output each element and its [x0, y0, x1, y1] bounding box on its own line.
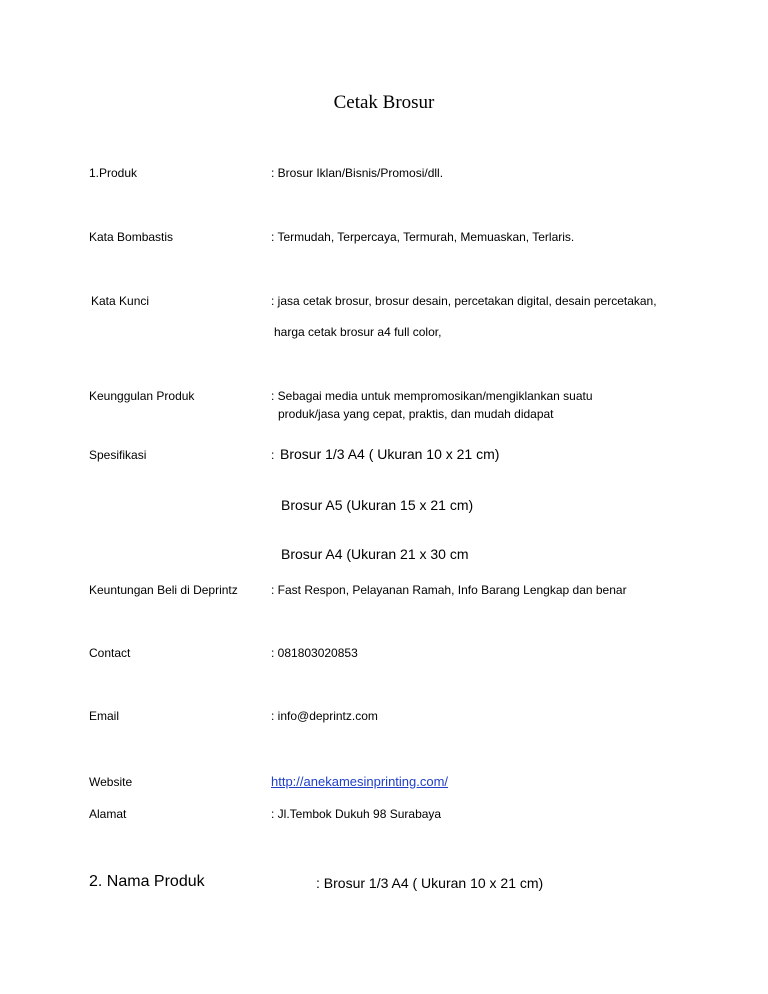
value-spesifikasi-line3: Brosur A4 (Ukuran 21 x 30 cm	[281, 546, 469, 562]
label-spesifikasi: Spesifikasi	[89, 448, 147, 462]
section2-value: : Brosur 1/3 A4 ( Ukuran 10 x 21 cm)	[316, 875, 544, 891]
document-title	[0, 92, 768, 114]
website-link[interactable]: http://anekamesinprinting.com/	[271, 774, 449, 789]
document-title-text: Cetak Brosur	[333, 92, 435, 113]
value-kata-bombastis: : Termudah, Terpercaya, Termurah, Memuaskan, Terlaris.	[271, 230, 575, 244]
label-contact: Contact	[89, 646, 131, 660]
value-produk: : Brosur Iklan/Bisnis/Promosi/dll.	[271, 166, 444, 180]
label-kata-bombastis: Kata Bombastis	[89, 230, 174, 244]
value-spesifikasi-prefix: :	[271, 448, 275, 462]
label-keuntungan: Keuntungan Beli di Deprintz	[89, 583, 238, 597]
label-keunggulan-produk: Keunggulan Produk	[89, 389, 195, 403]
value-contact: : 081803020853	[271, 646, 358, 660]
value-kata-kunci-line2: harga cetak brosur a4 full color,	[274, 325, 442, 339]
label-alamat: Alamat	[89, 807, 127, 821]
label-produk: 1.Produk	[89, 166, 138, 180]
label-website: Website	[89, 775, 133, 789]
value-keunggulan-line1: : Sebagai media untuk mempromosikan/mengiklankan suatu	[271, 389, 593, 403]
value-alamat: : Jl.Tembok Dukuh 98 Surabaya	[271, 807, 442, 821]
value-keunggulan-line2: produk/jasa yang cepat, praktis, dan mudah didapat	[278, 407, 554, 421]
value-kata-kunci-line1: : jasa cetak brosur, brosur desain, percetakan digital, desain percetakan,	[271, 294, 657, 308]
label-email: Email	[89, 709, 120, 723]
label-kata-kunci: Kata Kunci	[91, 294, 150, 308]
value-spesifikasi-line2: Brosur A5 (Ukuran 15 x 21 cm)	[281, 497, 474, 513]
section2-label: 2. Nama Produk	[89, 873, 205, 890]
value-spesifikasi-line1: Brosur 1/3 A4 ( Ukuran 10 x 21 cm)	[280, 446, 500, 462]
value-keuntungan: : Fast Respon, Pelayanan Ramah, Info Barang Lengkap dan benar	[271, 583, 627, 597]
value-email: : info@deprintz.com	[271, 709, 378, 723]
